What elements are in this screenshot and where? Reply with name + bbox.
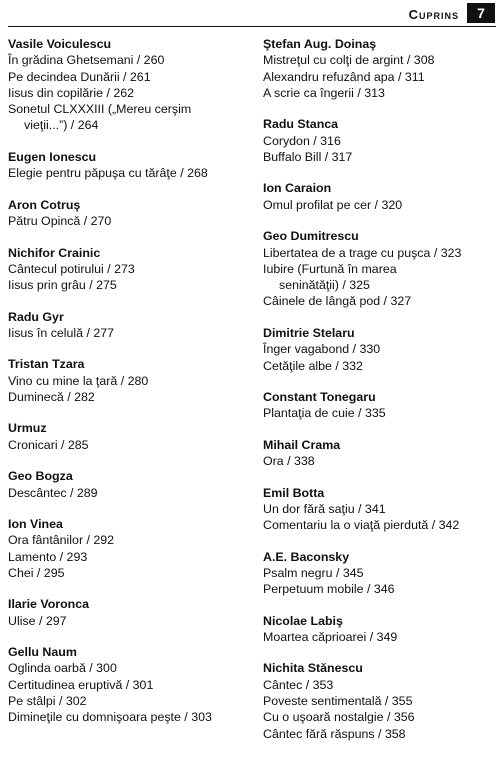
author-name: A.E. Baconsky (263, 549, 350, 564)
poem-entry: Plantaţia de cuie / 335 (263, 406, 386, 421)
poem-entry: Mistreţul cu colţi de argint / 308 (263, 53, 435, 68)
author-name: Eugen Ionescu (8, 149, 97, 164)
author-section (8, 516, 248, 581)
poem-entry: Cântec fără răspuns / 358 (263, 726, 406, 741)
author-section (8, 149, 248, 182)
poem-entry: Alexandru refuzând apa / 311 (263, 69, 425, 84)
poem-entry: Vino cu mine la ţară / 280 (8, 373, 149, 388)
poem-entry: Ora fântânilor / 292 (8, 533, 115, 548)
author-name: Ion Vinea (8, 517, 63, 532)
poem-entry: Descântec / 289 (8, 485, 98, 500)
author-section (8, 36, 248, 134)
poem-entry: Chei / 295 (8, 565, 65, 580)
author-section (8, 245, 248, 294)
author-section (263, 180, 495, 213)
poem-entry: Cronicari / 285 (8, 437, 89, 452)
poem-entry: Perpetuum mobile / 346 (263, 582, 395, 597)
author-name: Nicolae Labiş (263, 613, 343, 628)
author-section (263, 549, 495, 598)
poem-entry: Moartea căprioarei / 349 (263, 630, 398, 644)
poem-entry-continuation: seninătăţii) / 325 (279, 278, 370, 293)
poem-entry: Certitudinea eruptivă / 301 (8, 677, 154, 692)
poem-entry: Oglinda oarbă / 300 (8, 661, 117, 676)
author-section (263, 437, 495, 470)
author-name: Ştefan Aug. Doinaş (263, 37, 377, 51)
author-section (263, 613, 495, 646)
poem-entry: Un dor fără saţiu / 341 (263, 501, 386, 516)
poem-entry: Iisus din copilărie / 262 (8, 85, 135, 100)
author-section (263, 325, 495, 374)
author-section (8, 596, 248, 629)
poem-entry: Pe decindea Dunării / 261 (8, 69, 151, 84)
poem-entry: Pe stâlpi / 302 (8, 694, 87, 709)
poem-entry: Buffalo Bill / 317 (263, 149, 353, 164)
author-name: Ion Caraion (263, 181, 332, 196)
author-name: Ilarie Voronca (8, 597, 90, 612)
poem-entry-continuation: vieţii...”) / 264 (24, 118, 99, 133)
right-column (263, 36, 495, 757)
poem-entry: Câinele de lângă pod / 327 (263, 294, 412, 309)
author-name: Geo Bogza (8, 469, 73, 484)
poem-entry: Dimineţile cu domnişoara peşte / 303 (8, 710, 212, 725)
poem-entry: Cântecul potirului / 273 (8, 261, 135, 276)
author-section (8, 468, 248, 501)
poem-entry: Psalm negru / 345 (263, 565, 364, 580)
poem-entry: Ulise / 297 (8, 613, 67, 628)
poem-entry: Ora / 338 (263, 454, 315, 469)
author-name: Geo Dumitrescu (263, 229, 359, 244)
poem-entry: Sonetul CLXXXIII („Mereu cerşim (8, 102, 192, 117)
author-name: Dimitrie Stelaru (263, 325, 355, 340)
author-name: Radu Stanca (263, 117, 339, 132)
author-name: Vasile Voiculescu (8, 37, 112, 51)
author-name: Gellu Naum (8, 645, 77, 660)
poem-entry: Cântec / 353 (263, 677, 334, 692)
poem-entry: Duminecă / 282 (8, 389, 95, 404)
poem-entry: A scrie ca îngerii / 313 (263, 85, 385, 100)
poem-entry: Corydon / 316 (263, 133, 341, 148)
author-section (8, 356, 248, 405)
left-column (8, 36, 248, 741)
author-name: Constant Tonegaru (263, 389, 376, 404)
poem-entry: Elegie pentru păpuşa cu tărâţe / 268 (8, 166, 208, 181)
author-section (8, 309, 248, 342)
author-name: Tristan Tzara (8, 357, 85, 372)
poem-entry: Cu o uşoară nostalgie / 356 (263, 710, 415, 725)
author-name: Aron Cotruş (8, 197, 81, 212)
page-number-badge: 7 (467, 3, 495, 23)
poem-entry: Iisus în celulă / 277 (8, 325, 115, 340)
poem-entry: Pătru Opincă / 270 (8, 214, 112, 229)
author-section (263, 36, 495, 101)
poem-entry: Cetăţile albe / 332 (263, 358, 363, 373)
author-name: Nichita Stănescu (263, 661, 363, 676)
author-name: Urmuz (8, 421, 47, 436)
author-name: Radu Gyr (8, 309, 64, 324)
author-section (263, 228, 495, 309)
poem-entry: Iisus prin grâu / 275 (8, 278, 117, 293)
poem-entry: Poveste sentimentală / 355 (263, 694, 413, 709)
header-title: Cuprins (408, 7, 459, 22)
author-section (263, 485, 495, 534)
author-section (8, 197, 248, 230)
poem-entry: Libertatea de a trage cu puşca / 323 (263, 245, 462, 260)
header-rule (8, 26, 496, 27)
author-name: Nichifor Crainic (8, 245, 101, 260)
author-name: Emil Botta (263, 485, 325, 500)
poem-entry: În grădina Ghetsemani / 260 (8, 53, 165, 68)
author-name: Mihail Crama (263, 437, 341, 452)
poem-entry: Iubire (Furtună în marea (263, 261, 397, 276)
poem-entry: Înger vagabond / 330 (263, 342, 381, 357)
author-section (263, 116, 495, 165)
poem-entry: Comentariu la o viaţă pierdută / 342 (263, 518, 460, 533)
author-section (263, 660, 495, 741)
author-section (8, 420, 248, 453)
poem-entry: Omul profilat pe cer / 320 (263, 197, 403, 212)
author-section (8, 644, 248, 725)
poem-entry: Lamento / 293 (8, 549, 88, 564)
author-section (263, 389, 495, 422)
